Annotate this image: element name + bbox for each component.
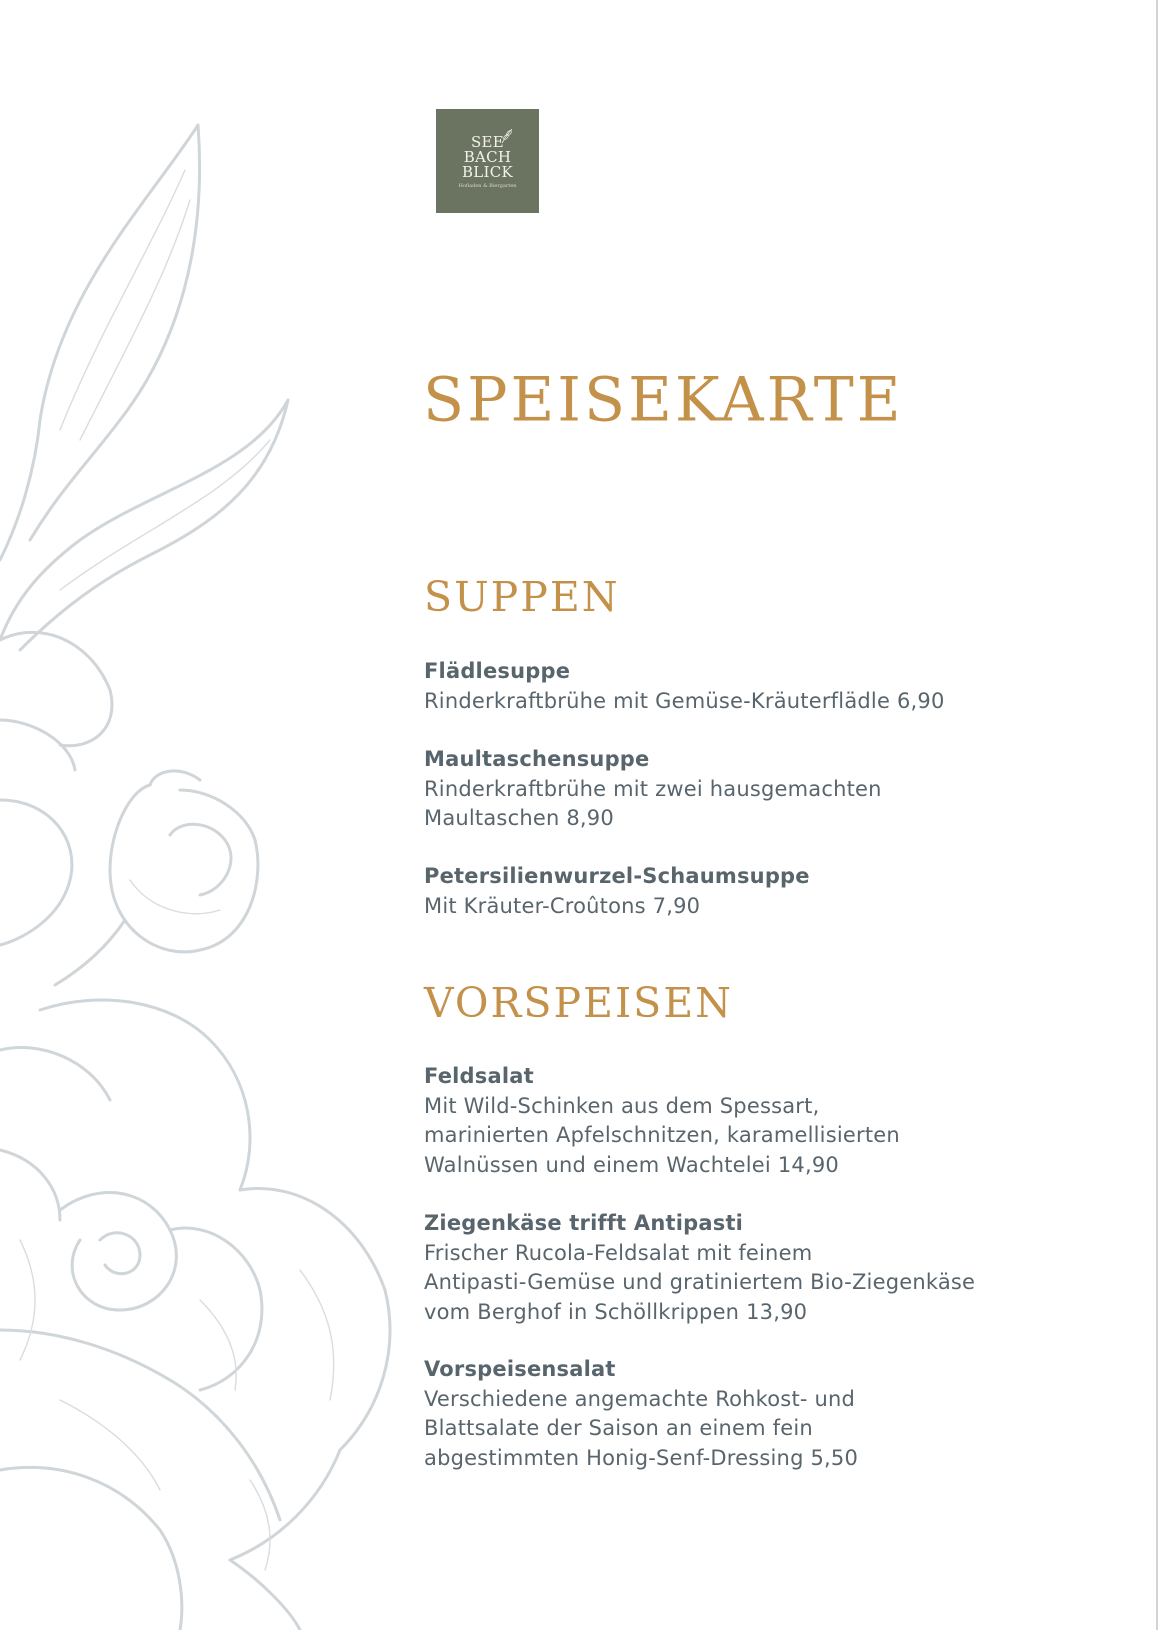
dish-name: Vorspeisensalat (424, 1357, 616, 1381)
dish-description: Rinderkraftbrühe mit Gemüse-Kräuterflädle 6,90 (424, 688, 945, 713)
dish-name: Petersilienwurzel-Schaumsuppe (424, 864, 810, 888)
logo-line-2: BACH (463, 148, 512, 166)
dish-description: Mit Wild-Schinken aus dem Spessart, marinierten Apfelschnitzen, karamellisierten Walnüssen und einem Wachtelei 14,90 (424, 1093, 900, 1177)
sprig-icon (500, 127, 514, 145)
logo-subtitle: Hofladen & Biergarten (458, 183, 517, 189)
section-heading-vorspeisen: VORSPEISEN (424, 979, 734, 1027)
logo-line-3: BLICK (461, 163, 514, 181)
dish-name: Feldsalat (424, 1064, 534, 1088)
dish-name: Maultaschensuppe (424, 747, 650, 771)
menu-item (424, 1355, 1024, 1473)
dish-description: Rinderkraftbrühe mit zwei hausgemachten Maultaschen 8,90 (424, 776, 882, 830)
menu-item (424, 862, 1024, 921)
dish-description: Verschiedene angemachte Rohkost- und Blattsalate der Saison an einem fein abgestimmten Honig-Senf-Dressing 5,50 (424, 1386, 859, 1470)
menu-item (424, 745, 1024, 834)
section-heading-suppen: SUPPEN (424, 573, 620, 621)
menu-item (424, 1062, 1024, 1180)
dish-description: Frischer Rucola-Feldsalat mit feinem Antipasti-Gemüse und gratiniertem Bio-Ziegenkäse vom Berghof in Schöllkrippen 13,90 (424, 1240, 976, 1324)
logo (436, 109, 539, 213)
logo-line-1: SEE (470, 133, 505, 151)
menu-item (424, 1209, 1024, 1327)
dish-name: Ziegenkäse trifft Antipasti (424, 1211, 744, 1235)
floral-illustration (0, 0, 400, 1630)
dish-description: Mit Kräuter-Croûtons 7,90 (424, 893, 701, 918)
page-title: SPEISEKARTE (423, 364, 904, 436)
dish-name: Flädlesuppe (424, 659, 571, 683)
menu-item (424, 657, 1024, 716)
